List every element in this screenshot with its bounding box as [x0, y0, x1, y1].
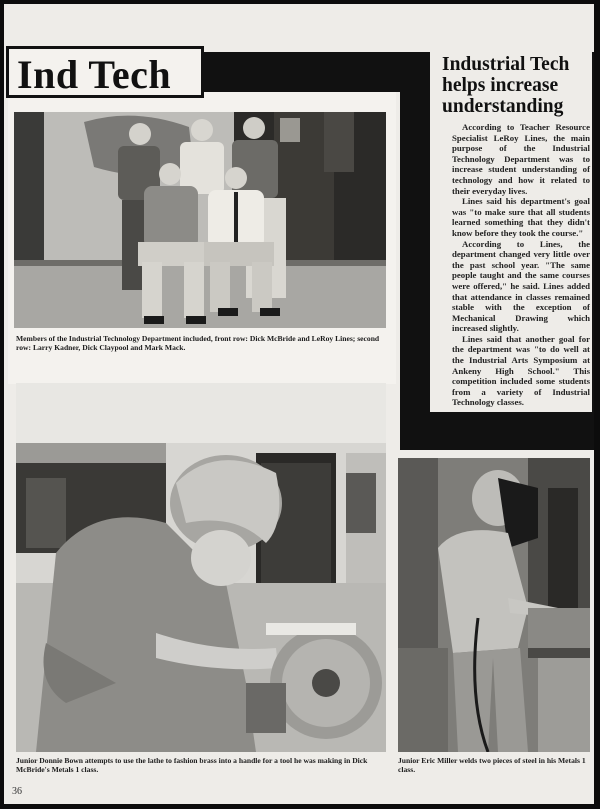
lathe-photo — [16, 383, 386, 752]
story-paragraph: According to Lines, the department changed very little over the past school year. "The same people taught and the same courses were offered," he said. Lines added that attendance in classes remained stable with the exception of Mechanical Drawing which increased slightly. — [452, 238, 590, 334]
group-photo-caption: Members of the Industrial Technology Department included, front row: Dick McBride and LeRoy Lines; second row: Larry Kadner, Dick Claypool and Mark Mack. — [16, 334, 380, 353]
page-number: 36 — [12, 786, 22, 797]
lathe-photo-caption: Junior Donnie Bown attempts to use the lathe to fashion brass into a handle for a tool he was making in Dick McBride's Metals 1 class. — [16, 756, 368, 775]
story-headline: Industrial Tech helps increase understanding — [442, 54, 570, 117]
welding-photo-caption: Junior Eric Miller welds two pieces of steel in his Metals 1 class. — [398, 756, 586, 775]
welding-photo — [398, 458, 590, 752]
story-paragraph: Lines said his department's goal was "to make sure that all students learned something that they didn't know before they took the course." — [452, 196, 590, 238]
section-title-box — [6, 46, 204, 98]
story-body — [452, 122, 590, 408]
story-column — [430, 52, 592, 412]
section-title: Ind Tech — [17, 52, 172, 97]
story-paragraph: Lines said that another goal for the department was "to do well at the Industrial Arts Symposium at Ankeny High School." This competition included some students from a variety of Industrial Technology classes. — [452, 333, 590, 408]
story-paragraph: According to Teacher Resource Specialist LeRoy Lines, the main purpose of the Industrial Technology Department was to increase student understanding of technology and how it related to their everyday lives. — [452, 122, 590, 196]
group-photo — [14, 112, 386, 328]
